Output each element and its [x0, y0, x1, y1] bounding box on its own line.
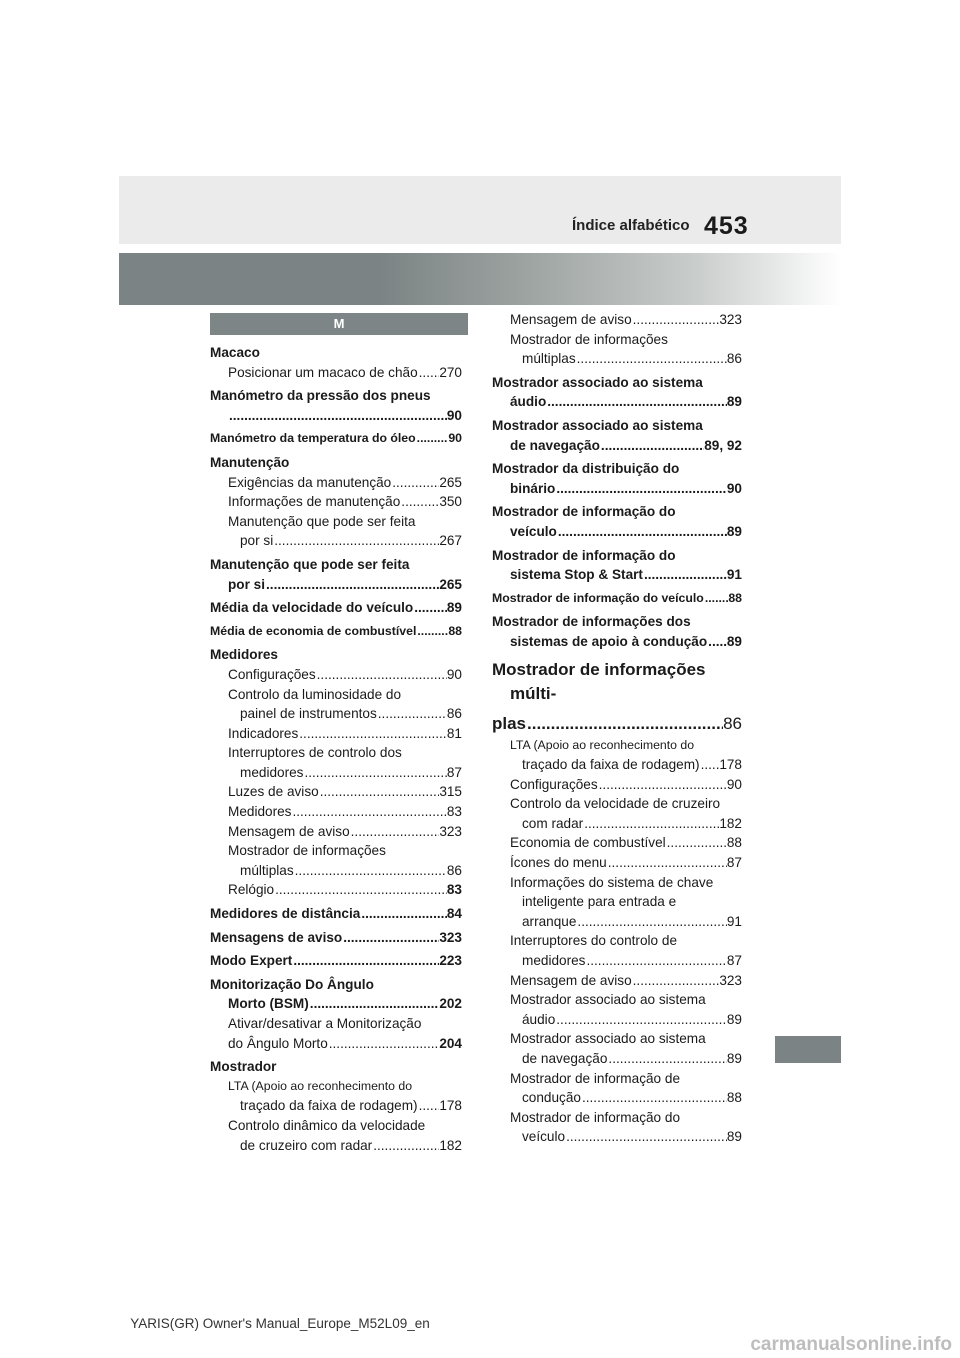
index-entry-monitorizacao-1: Ativar/desativar a Monitorização: [228, 1016, 422, 1031]
entry-text: medidores: [522, 953, 586, 969]
index-entry-mostrador-1b: [210, 1096, 462, 1116]
index-entry-r-mostrador-info: Mostrador de informações: [510, 331, 668, 347]
page-reference[interactable]: 267: [439, 533, 462, 549]
dot-leader: [372, 1136, 439, 1156]
page-reference[interactable]: 223: [439, 953, 462, 969]
page-reference[interactable]: 90: [448, 431, 462, 446]
dot-leader: [576, 349, 727, 369]
dot-leader: [585, 951, 726, 971]
dot-leader: [666, 833, 727, 853]
dot-leader: [228, 406, 447, 426]
index-entry-r-multi-3: Controlo da velocidade de cruzeiro: [510, 796, 721, 812]
index-entry-medidores-2: Controlo da luminosidade do: [228, 686, 402, 702]
index-entry-modo-expert: [210, 951, 462, 971]
index-entry-manutencao-3b: [210, 531, 462, 551]
index-entry-r-stopstart-b: [492, 565, 742, 585]
index-entry-medidores-8: Mostrador de informações: [228, 843, 386, 859]
index-entry-r-multi-6: Informações do sistema de chave: [510, 874, 714, 890]
dot-leader: [607, 853, 727, 873]
page-reference[interactable]: 182: [719, 815, 742, 831]
entry-text: painel de instrumentos: [240, 706, 377, 722]
index-entry-media-velocidade: [210, 598, 462, 618]
index-entry-r-multi-b: múlti-: [510, 683, 557, 703]
index-entry-medidores-8b: [210, 861, 462, 881]
entry-text: Mensagens de aviso: [210, 929, 343, 945]
index-entry-mostrador-1: LTA (Apoio ao reconhecimento do: [228, 1078, 413, 1093]
dot-leader: [581, 1088, 727, 1108]
dot-leader: [309, 994, 440, 1014]
index-entry-manometro-oleo: [210, 429, 462, 449]
dot-leader: [576, 912, 726, 932]
index-entry-r-multi-9: Mostrador associado ao sistema: [510, 992, 706, 1008]
entry-text: plas: [492, 713, 527, 733]
dot-leader: [360, 904, 447, 924]
page-reference[interactable]: 90: [726, 480, 742, 496]
dot-leader: [273, 531, 439, 551]
index-entry-manutencao: Manutenção: [210, 454, 290, 470]
dot-leader: [555, 479, 727, 499]
index-entry-manometro-pneus: Manómetro da pressão dos pneus: [210, 388, 431, 404]
index-column-left: [210, 343, 462, 1155]
index-entry-medidores: Medidores: [210, 647, 278, 663]
dot-leader: [418, 1096, 440, 1116]
page-reference[interactable]: 89, 92: [704, 437, 742, 453]
index-entry-r-multi-7b: [492, 951, 742, 971]
index-entry-r-info-veiculo: [492, 589, 742, 609]
index-entry-r-binario: Mostrador da distribuição do: [492, 461, 680, 477]
entry-text: Mostrador de informação do veículo: [492, 590, 704, 605]
index-entry-manometro-pneus-p: [210, 406, 462, 426]
header-gradient-band: [119, 253, 841, 305]
page-reference[interactable]: 350: [439, 494, 462, 510]
index-entry-medidores-6: [210, 802, 462, 822]
index-entry-monitorizacao-b: [210, 994, 462, 1014]
index-entry-r-multi-11: Mostrador de informação de: [510, 1070, 681, 1086]
entry-text: por si: [240, 533, 274, 549]
dot-leader: [342, 928, 439, 948]
dot-leader: [413, 598, 447, 618]
entry-text: Economia de combustível: [510, 835, 666, 851]
index-letter-heading: M: [210, 313, 468, 335]
dot-leader: [298, 724, 447, 744]
index-entry-r-apoio-b: [492, 632, 742, 652]
index-entry-r-multi-2: [492, 775, 742, 795]
page-reference[interactable]: 87: [446, 764, 462, 780]
dot-leader: [557, 522, 727, 542]
page-reference[interactable]: 87: [726, 855, 742, 871]
index-entry-medidores-7: [210, 822, 462, 842]
dot-leader: [632, 971, 720, 991]
entry-text: Modo Expert: [210, 953, 293, 969]
page-reference[interactable]: 204: [439, 1035, 462, 1051]
entry-text: múltiplas: [522, 351, 576, 367]
entry-text: Mensagem de aviso: [510, 972, 632, 988]
entry-text: Posicionar um macaco de chão: [228, 364, 418, 380]
page-reference[interactable]: 88: [726, 835, 742, 851]
page-reference[interactable]: 88: [728, 590, 742, 605]
thumb-index-tab: [775, 1036, 841, 1063]
index-entry-r-multi: Mostrador de informações: [492, 659, 706, 679]
entry-text: áudio: [510, 394, 547, 410]
entry-text: de cruzeiro com radar: [240, 1137, 373, 1153]
watermark: carmanualsonline.info: [750, 1334, 952, 1355]
page-reference[interactable]: 178: [439, 1098, 462, 1114]
index-entry-r-navegacao: Mostrador associado ao sistema: [492, 417, 703, 433]
dot-leader: [707, 632, 727, 652]
index-entry-r-multi-12b: [492, 1127, 742, 1147]
dot-leader: [704, 589, 728, 609]
page-reference[interactable]: 84: [446, 906, 462, 922]
section-title: Índice alfabético: [572, 217, 690, 234]
page-reference[interactable]: 89: [726, 633, 742, 649]
entry-text: Configurações: [510, 776, 598, 792]
index-entry-macaco: Macaco: [210, 345, 260, 360]
dot-leader: [700, 755, 720, 775]
entry-text: Mensagem de aviso: [228, 823, 350, 839]
entry-text: áudio: [522, 1011, 556, 1027]
index-entry-medidores-4: Interruptores de controlo dos: [228, 745, 402, 761]
page-reference[interactable]: 86: [446, 706, 462, 722]
dot-leader: [350, 822, 440, 842]
page-reference[interactable]: 323: [719, 312, 742, 327]
index-entry-medidores-9: [210, 880, 462, 900]
page-reference[interactable]: 86: [726, 351, 742, 367]
dot-leader: [600, 436, 704, 456]
index-column-right: [492, 310, 742, 1147]
page-reference[interactable]: 83: [446, 804, 462, 820]
entry-text: múltiplas: [240, 862, 294, 878]
index-entry-mostrador-2: Controlo dinâmico da velocidade: [228, 1117, 426, 1133]
index-entry-r-multi-10b: [492, 1049, 742, 1069]
footer-manual-id: [0, 1316, 960, 1331]
index-entry-mostrador: Mostrador: [210, 1059, 277, 1075]
page-reference[interactable]: 89: [726, 1011, 742, 1027]
dot-leader: [377, 704, 447, 724]
dot-leader: [418, 363, 440, 383]
page-reference[interactable]: 86: [446, 862, 462, 878]
index-entry-manutencao-2: [210, 492, 462, 512]
dot-leader: [526, 712, 723, 736]
index-entry-medidores-5: [210, 782, 462, 802]
index-entry-r-stopstart: Mostrador de informação do: [492, 547, 676, 563]
entry-text: Ícones do menu: [510, 855, 607, 871]
index-entry-r-multi-5: [492, 853, 742, 873]
index-entry-r-multi-11b: [492, 1088, 742, 1108]
entry-text: Morto (BSM): [228, 996, 309, 1012]
entry-text: medidores: [240, 764, 304, 780]
entry-text: veículo: [510, 523, 557, 539]
index-entry-r-navegacao-b: [492, 436, 742, 456]
index-entry-medidores-3: [210, 724, 462, 744]
index-entry-r-multi-4: [492, 833, 742, 853]
dot-leader: [319, 782, 440, 802]
index-entry-r-multi-1b: [492, 755, 742, 775]
page-reference[interactable]: 315: [439, 784, 462, 800]
index-entry-r-veiculo: Mostrador de informação do: [492, 504, 676, 520]
index-entry-medidores-1: [210, 665, 462, 685]
entry-text: Indicadores: [228, 725, 299, 741]
index-entry-mostrador-2b: [210, 1136, 462, 1156]
dot-leader: [598, 775, 727, 795]
index-entry-r-multi-3b: [492, 814, 742, 834]
page-number: 453: [704, 212, 749, 240]
dot-leader: [391, 473, 439, 493]
dot-leader: [607, 1049, 726, 1069]
index-entry-r-multi-1: LTA (Apoio ao reconhecimento do: [510, 737, 695, 752]
index-entry-r-veiculo-b: [492, 522, 742, 542]
page-reference[interactable]: 90: [446, 407, 462, 423]
entry-text: Média de economia de combustível: [210, 623, 417, 638]
dot-leader: [555, 1010, 727, 1030]
entry-text: sistema Stop & Start: [510, 567, 643, 583]
index-entry-r-audio-b: [492, 392, 742, 412]
page-reference[interactable]: 265: [439, 474, 462, 490]
dot-leader: [546, 392, 727, 412]
entry-text: do Ângulo Morto: [228, 1035, 328, 1051]
entry-text: Manómetro da temperatura do óleo: [210, 431, 416, 446]
dot-leader: [303, 763, 446, 783]
dot-leader: [416, 429, 449, 449]
index-entry-r-mostrador-info-b: [492, 349, 742, 369]
page-reference[interactable]: 91: [726, 567, 742, 583]
page-reference[interactable]: 265: [439, 576, 462, 592]
index-entry-r-multi-6b: inteligente para entrada e: [522, 894, 677, 910]
dot-leader: [400, 492, 439, 512]
index-entry-manutencao-que: Manutenção que pode ser feita: [210, 556, 410, 572]
index-entry-manutencao-1: [210, 473, 462, 493]
index-entry-monitorizacao-1b: [210, 1034, 462, 1054]
index-entry-manutencao-que-b: [210, 575, 462, 595]
page-reference[interactable]: 89: [726, 1051, 742, 1066]
entry-text: Medidores de distância: [210, 906, 361, 922]
entry-text: Relógio: [228, 882, 275, 898]
entry-text: arranque: [522, 913, 577, 929]
index-entry-r-multi-12: Mostrador de informação do: [510, 1109, 681, 1125]
dot-leader: [292, 951, 439, 971]
entry-text: Informações de manutenção: [228, 494, 401, 510]
entry-text: por si: [228, 576, 266, 592]
page-reference[interactable]: 88: [448, 623, 462, 638]
entry-text: Média da velocidade do veículo: [210, 600, 414, 616]
index-entry-r-apoio: Mostrador de informações dos: [492, 614, 691, 630]
dot-leader: [416, 622, 448, 642]
entry-text: Exigências da manutenção: [228, 474, 392, 490]
index-entry-media-economia: [210, 622, 462, 642]
entry-text: binário: [510, 480, 556, 496]
entry-text: veículo: [522, 1129, 566, 1145]
page-reference[interactable]: 88: [726, 1090, 742, 1106]
entry-text: Luzes de aviso: [228, 784, 319, 800]
entry-text: traçado da faixa de rodagem): [240, 1098, 418, 1114]
index-entry-macaco-1: [210, 363, 462, 383]
page-reference[interactable]: 89: [726, 394, 742, 410]
entry-text: com radar: [522, 815, 584, 831]
index-entry-r-binario-b: [492, 479, 742, 499]
index-entry-manutencao-3: Manutenção que pode ser feita: [228, 513, 416, 529]
page-reference[interactable]: 89: [726, 1129, 742, 1145]
index-entry-r-mensagem: [492, 310, 742, 330]
index-entry-r-audio: Mostrador associado ao sistema: [492, 374, 703, 390]
page-reference[interactable]: 83: [446, 882, 462, 898]
index-entry-r-multi-10: Mostrador associado ao sistema: [510, 1031, 706, 1047]
index-entry-r-multi-7: Interruptores do controlo de: [510, 933, 678, 949]
entry-text: traçado da faixa de rodagem): [522, 757, 700, 773]
page-reference[interactable]: 81: [446, 725, 462, 741]
footer-text: YARIS(GR) Owner's Manual_Europe_M52L09_en: [130, 1316, 430, 1331]
index-entry-mensagens-aviso: [210, 928, 462, 948]
dot-leader: [328, 1034, 440, 1054]
dot-leader: [583, 814, 719, 834]
page-reference[interactable]: 86: [723, 713, 742, 733]
index-entry-medidores-distancia: [210, 904, 462, 924]
page-reference[interactable]: 323: [439, 823, 462, 839]
entry-text: sistemas de apoio à condução: [510, 633, 708, 649]
page-reference[interactable]: 91: [726, 913, 742, 929]
dot-leader: [274, 880, 447, 900]
page-reference[interactable]: 89: [726, 523, 742, 539]
dot-leader: [565, 1127, 727, 1147]
page-reference[interactable]: 182: [439, 1137, 462, 1153]
dot-leader: [265, 575, 439, 595]
page-reference[interactable]: 202: [439, 996, 462, 1012]
dot-leader: [294, 861, 447, 881]
index-entry-r-multi-c: [492, 712, 742, 736]
page-reference[interactable]: 270: [439, 364, 462, 380]
dot-leader: [632, 310, 720, 330]
index-entry-medidores-4b: [210, 763, 462, 783]
dot-leader: [316, 665, 447, 685]
entry-text: Mensagem de aviso: [510, 312, 632, 327]
page-reference[interactable]: 90: [726, 776, 742, 792]
page-reference[interactable]: 323: [439, 929, 462, 945]
page-reference[interactable]: 89: [446, 600, 462, 616]
page-reference[interactable]: 323: [719, 972, 742, 988]
index-entry-monitorizacao: Monitorização Do Ângulo: [210, 976, 374, 992]
entry-text: de navegação: [510, 437, 600, 453]
entry-text: de navegação: [522, 1051, 608, 1066]
dot-leader: [291, 802, 446, 822]
entry-text: condução: [522, 1090, 581, 1106]
index-entry-medidores-2b: [210, 704, 462, 724]
index-entry-r-multi-6c: [492, 912, 742, 932]
page-reference[interactable]: 90: [446, 666, 462, 682]
index-entry-r-multi-9b: [492, 1010, 742, 1030]
page-reference[interactable]: 87: [726, 953, 742, 969]
entry-text: Configurações: [228, 666, 316, 682]
page-reference[interactable]: 178: [719, 757, 742, 773]
entry-text: Medidores: [228, 804, 292, 820]
dot-leader: [643, 565, 727, 585]
index-entry-r-multi-8: [492, 971, 742, 991]
